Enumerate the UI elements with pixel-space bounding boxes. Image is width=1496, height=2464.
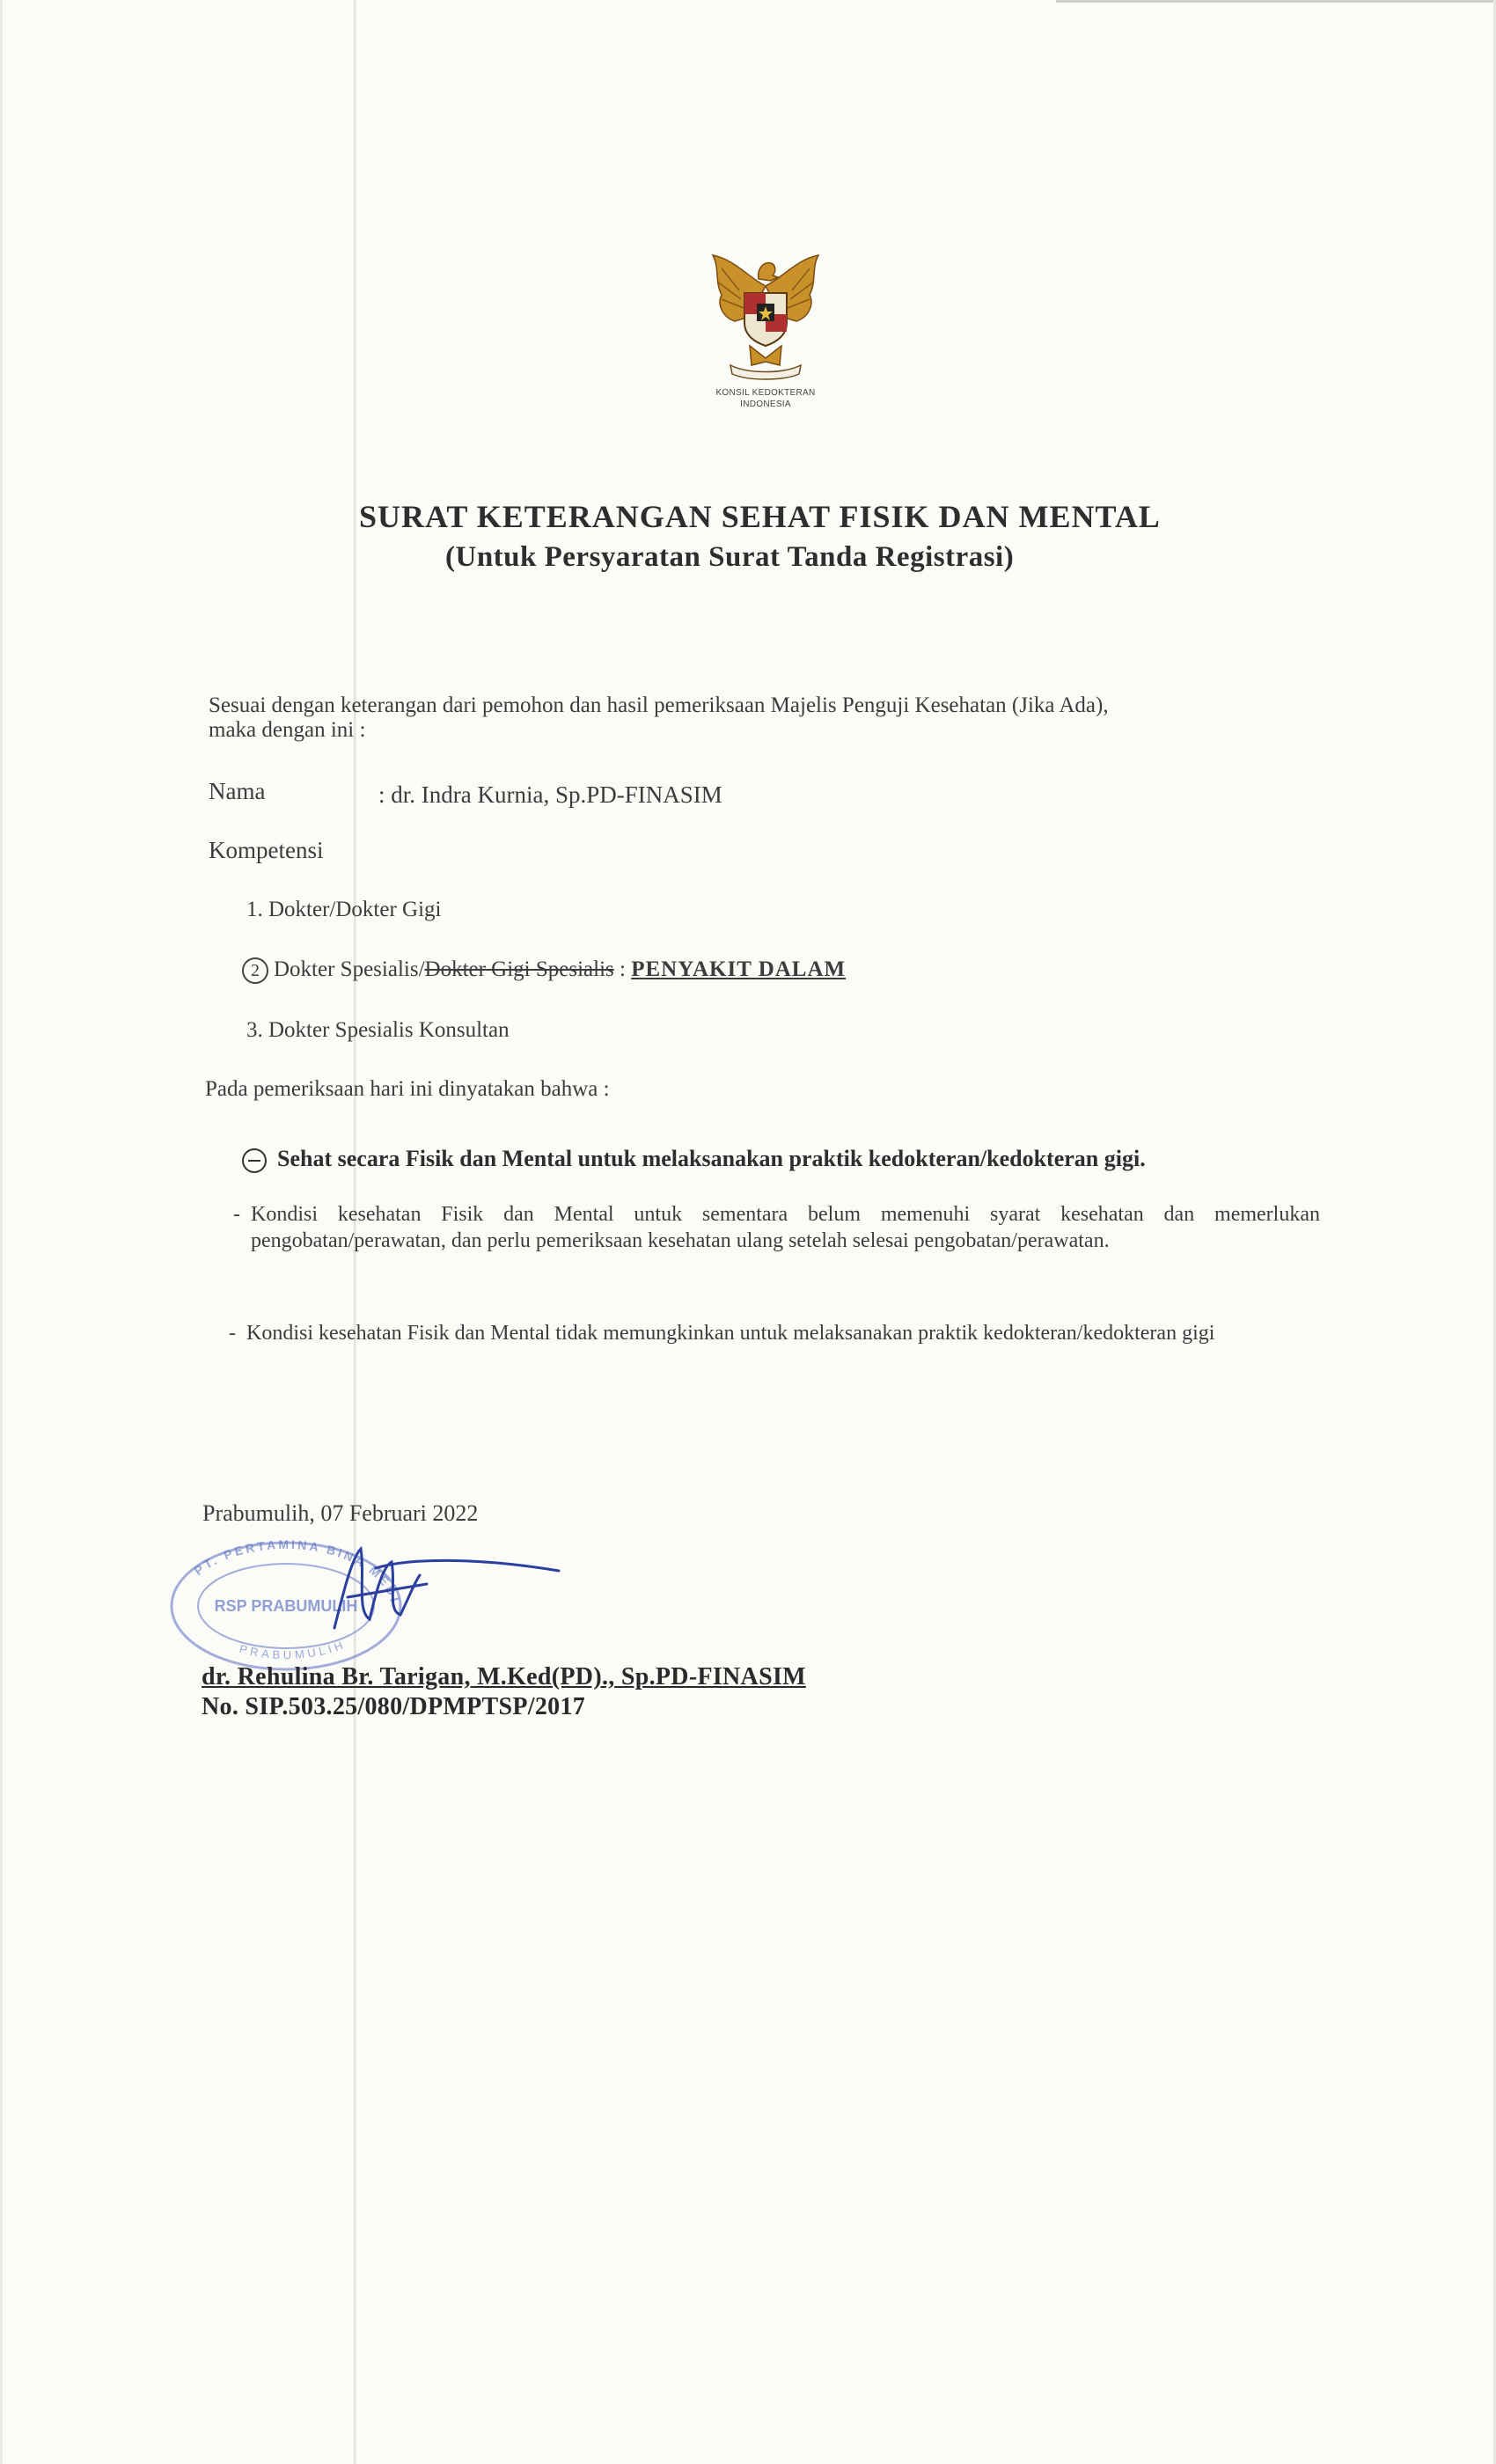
condition-2-text: Kondisi kesehatan Fisik dan Mental tidak memungkinkan untuk melaksanakan praktik kedokteran/kedokteran gigi bbox=[246, 1322, 1215, 1345]
council-line1: KONSIL KEDOKTERAN bbox=[715, 388, 816, 398]
dash-bullet: - bbox=[229, 1322, 236, 1345]
healthy-text: Sehat secara Fisik dan Mental untuk melaksanakan praktik kedokteran/kedokteran gigi. bbox=[277, 1146, 1146, 1171]
competency-option-2 bbox=[242, 957, 846, 984]
option-number: 1. bbox=[246, 898, 263, 921]
document-subtitle: (Untuk Persyaratan Surat Tanda Registrasi) bbox=[445, 541, 1015, 573]
circled-number-icon: 2 bbox=[242, 957, 268, 984]
competency-option-1 bbox=[246, 898, 441, 922]
garuda-emblem-icon bbox=[695, 251, 836, 383]
healthy-statement bbox=[242, 1146, 1146, 1173]
sip-number: No. SIP.503.25/080/DPMPTSP/2017 bbox=[202, 1693, 586, 1720]
council-line2: INDONESIA bbox=[740, 400, 791, 409]
place-date: Prabumulih, 07 Februari 2022 bbox=[202, 1500, 479, 1526]
intro-line1: Sesuai dengan keterangan dari pemohon dan hasil pemeriksaan Majelis Penguji Kesehatan (Jika Ada), bbox=[209, 693, 1109, 717]
stamp-bottom-text: PRABUMULIH bbox=[238, 1637, 348, 1662]
dash-bullet: - bbox=[233, 1203, 240, 1226]
specialty-separator: : bbox=[613, 957, 632, 981]
statement-lead: Pada pemeriksaan hari ini dinyatakan bahwa : bbox=[205, 1077, 610, 1101]
intro-line2: maka dengan ini : bbox=[209, 718, 366, 742]
competency-option-3 bbox=[246, 1018, 510, 1043]
scan-edge-top bbox=[1056, 0, 1496, 3]
document-title: SURAT KETERANGAN SEHAT FISIK DAN MENTAL bbox=[359, 499, 1161, 534]
nama-value: : dr. Indra Kurnia, Sp.PD-FINASIM bbox=[378, 781, 722, 808]
circle-mark-icon bbox=[242, 1148, 267, 1173]
kompetensi-label: Kompetensi bbox=[209, 837, 324, 863]
stamp-and-signature bbox=[145, 1522, 638, 1681]
specialty-value: PENYAKIT DALAM bbox=[631, 957, 847, 981]
nama-label: Nama bbox=[209, 778, 266, 804]
doctor-name: dr. Rehulina Br. Tarigan, M.Ked(PD)., Sp.PD-FINASIM bbox=[202, 1663, 806, 1690]
option-text: Dokter/Dokter Gigi bbox=[268, 898, 442, 921]
struck-option-text: Dokter Gigi Spesialis bbox=[424, 957, 614, 981]
condition-1-text: Kondisi kesehatan Fisik dan Mental untuk sementara belum memenuhi syarat kesehatan dan memerlukan pengobatan/perawatan, dan perlu pemeriksaan kesehatan ulang setelah selesai pengobatan/perawatan. bbox=[251, 1203, 1320, 1252]
scan-edge-left bbox=[0, 0, 3, 2464]
stamp-top-text: PT. PERTAMINA BINA MEDI bbox=[191, 1536, 403, 1606]
option-text: Dokter Spesialis/ bbox=[274, 957, 425, 981]
stamp-center-text: RSP PRABUMULIH bbox=[214, 1597, 358, 1615]
condition-1 bbox=[233, 1201, 1320, 1254]
svg-text:PRABUMULIH bbox=[238, 1638, 348, 1661]
option-number: 3. bbox=[246, 1018, 263, 1042]
condition-2 bbox=[229, 1320, 1316, 1346]
option-text: Dokter Spesialis Konsultan bbox=[268, 1018, 510, 1042]
council-caption bbox=[660, 387, 871, 410]
